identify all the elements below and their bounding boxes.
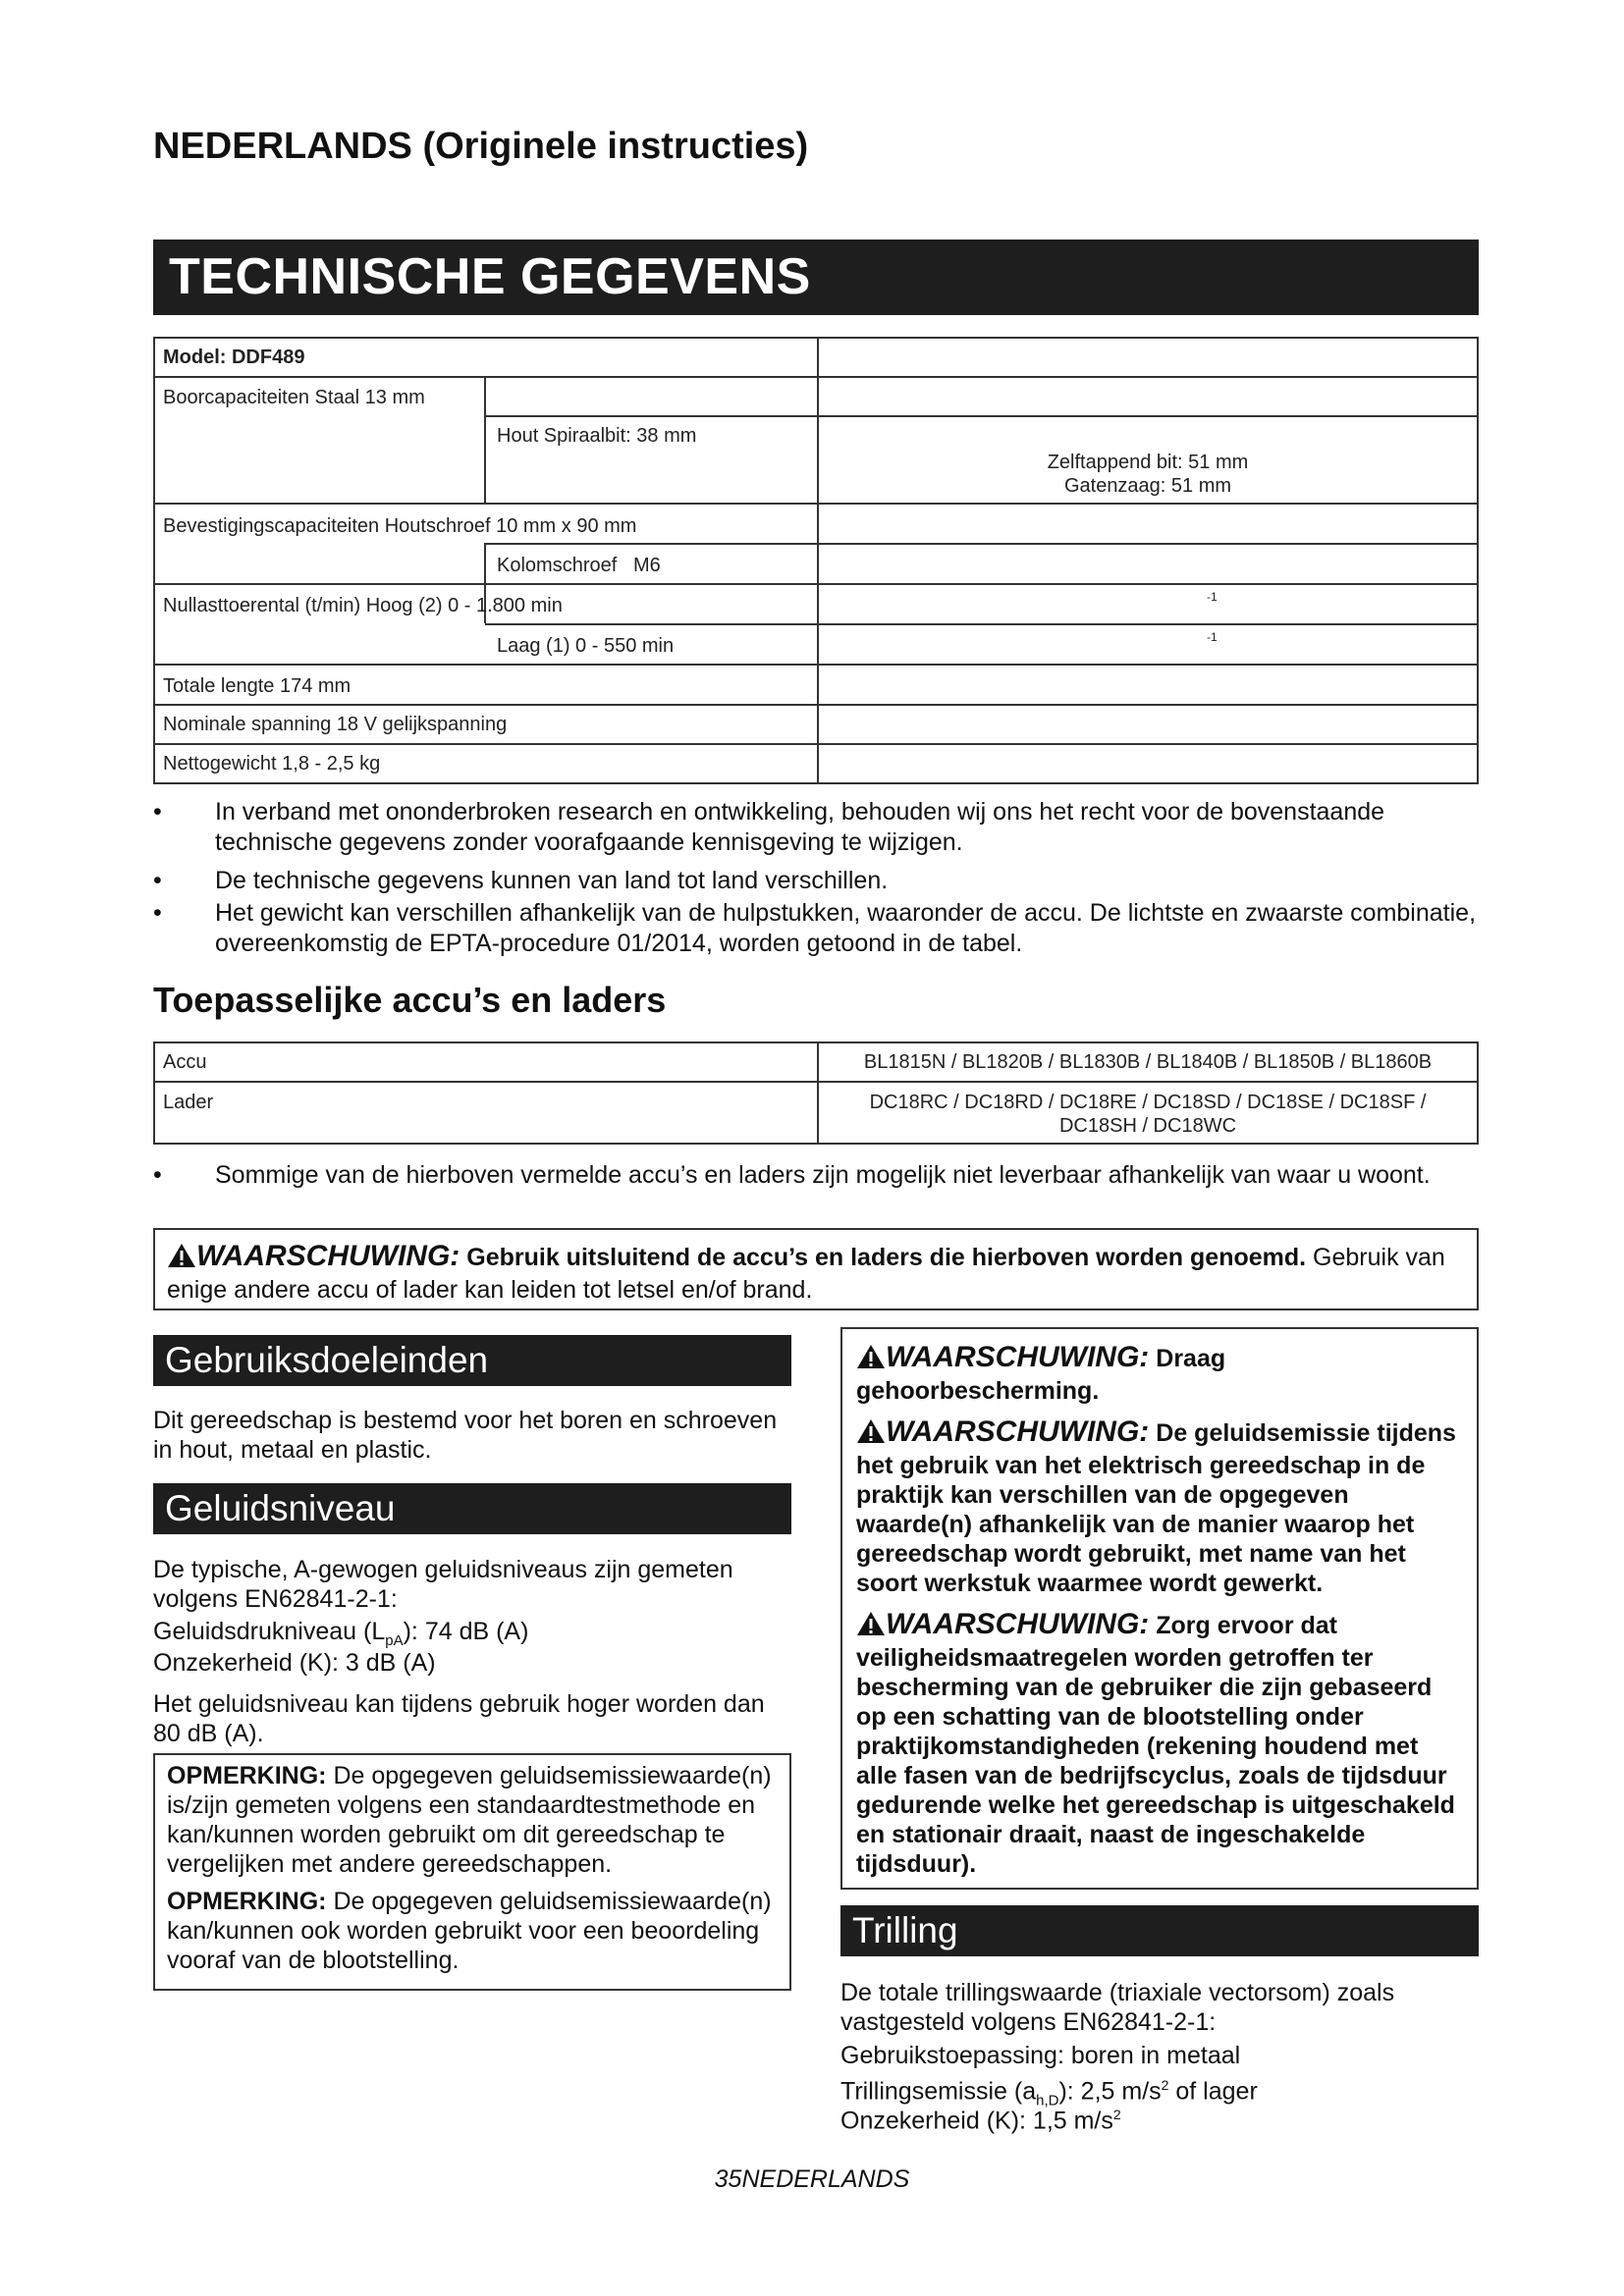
trilling-emissie: Trillingsemissie $(a_{h,D})$: 2,5 $m/s^2$ of lager — [840, 2077, 1258, 2109]
warning-triangle-icon — [167, 1243, 196, 1275]
spec-gatenzaag: Gatenzaag: 51 mm — [1063, 475, 1232, 497]
heading-accus-laders: Toepasselijke accu’s en laders — [153, 980, 667, 1020]
page-footer: 35NEDERLANDS — [714, 2165, 910, 2193]
bullet-dot-icon: • — [153, 899, 162, 927]
section-heading-technische-gegevens: TECHNISCHE GEGEVENS — [153, 240, 1479, 315]
spec-note-2: • De technische gegevens kunnen van land tot land verschillen. — [153, 867, 889, 894]
warning-box-geluid — [840, 1327, 1479, 1890]
warning-accu-text: Gebruik van enige andere accu of lader kan leiden tot letsel en/of brand. — [167, 1244, 1445, 1304]
spec-totale-lengte: Totale lengte 174 mm — [163, 675, 352, 697]
spec-laag: Laag (1) 0 - 550 min — [497, 635, 675, 657]
spec-note-1: • In verband met ononderbroken research en ontwikkeling, behouden wij ons het recht voor de bovenstaande technische gegevens zonder voorafgaande kennisgeving te wijzigen. — [153, 798, 1385, 856]
bullet-dot-icon: • — [153, 1161, 162, 1189]
bullet-dot-icon: • — [153, 798, 162, 826]
geluid-intro: De typische, A-gewogen geluidsniveaus zijn gemeten volgens EN62841-2-1: — [153, 1556, 733, 1613]
warning-box-accu — [153, 1228, 1479, 1310]
accu-label: Accu — [163, 1051, 207, 1073]
trilling-onzekerheid: Onzekerheid (K): 1,5 $m/s^2$ — [840, 2107, 1121, 2135]
heading-geluidsniveau: Geluidsniveau — [153, 1483, 791, 1534]
geluid-drukniveau: Geluidsdrukniveau $(L_{pA})$: 74 dB (A) — [153, 1618, 529, 1649]
lader-value-line2: DC18SH / DC18WC — [1058, 1115, 1237, 1137]
spec-exponent-hoog: -1 — [1207, 590, 1218, 604]
lader-label: Lader — [163, 1092, 214, 1113]
warning-geluidsemissie: WAARSCHUWING: De geluidsemissie tijdens het gebruik van het elektrisch gereedschap in de praktijk kan verschillen van de opgegeven waarde(n) afhankelijk van de manier waarop het gereedschap wordt gebruikt, met name van het soort werkstuk waarmee wordt gewerkt. — [856, 1415, 1456, 1597]
bullet-dot-icon: • — [153, 867, 162, 894]
spec-kolomschroef: Kolomschroef M6 — [497, 555, 661, 576]
spec-exponent-laag: -1 — [1207, 630, 1218, 644]
opmerking-1: OPMERKING: De opgegeven geluidsemissiewaarde(n) is/zijn gemeten volgens een standaardtestmethode en kan/kunnen worden gebruikt om dit gereedschap te vergelijken met andere gereedschappen. — [167, 1762, 772, 1878]
spec-table — [153, 337, 1479, 784]
spec-model: Model: DDF489 — [163, 347, 305, 368]
heading-gebruiksdoeleinden: Gebruiksdoeleinden — [153, 1335, 791, 1386]
trilling-intro: De totale trillingswaarde (triaxiale vectorsom) zoals vastgesteld volgens EN62841-2-1: — [840, 1979, 1395, 2036]
lader-value-line1: DC18RC / DC18RD / DC18RE / DC18SD / DC18SE / DC18SF / — [869, 1092, 1427, 1113]
accu-table — [153, 1041, 1479, 1145]
warning-gehoorbescherming: WAARSCHUWING: Draag gehoorbescherming. — [856, 1341, 1226, 1405]
trilling-toepassing: Gebruikstoepassing: boren in metaal — [840, 2042, 1241, 2069]
spec-hout-spiraalbit: Hout Spiraalbit: 38 mm — [497, 425, 697, 447]
geluid-onzekerheid: Onzekerheid (K): 3 dB (A) — [153, 1649, 436, 1677]
spec-boorcapaciteit: Boorcapaciteiten Staal 13 mm — [163, 387, 425, 408]
warning-triangle-icon — [856, 1344, 886, 1376]
opmerking-2: OPMERKING: De opgegeven geluidsemissiewaarde(n) kan/kunnen ook worden gebruikt voor een beoordeling vooraf van de blootstelling. — [167, 1888, 772, 1974]
spec-nominale-spanning: Nominale spanning 18 V gelijkspanning — [163, 714, 508, 735]
warning-word: WAARSCHUWING: — [196, 1240, 460, 1272]
spec-nullasttoerental: Nullasttoerental (t/min) Hoog (2) 0 - 1.800 min — [163, 595, 563, 616]
spec-bevestiging: Bevestigingscapaciteiten Houtschroef 10 mm x 90 mm — [163, 515, 637, 537]
spec-note-3: • Het gewicht kan verschillen afhankelijk van de hulpstukken, waaronder de accu. De lichtste en zwaarste combinatie, overeenkomstig de EPTA-procedure 01/2014, worden getoond in de tabel. — [153, 899, 1477, 957]
gebruik-text: Dit gereedschap is bestemd voor het boren en schroeven in hout, metaal en plastic. — [153, 1407, 778, 1464]
language-title: NEDERLANDS (Originele instructies) — [153, 126, 809, 167]
warning-accu-bold: Gebruik uitsluitend de accu’s en laders die hierboven worden genoemd. — [466, 1244, 1307, 1271]
warning-triangle-icon — [856, 1611, 886, 1643]
spec-nettogewicht: Nettogewicht 1,8 - 2,5 kg — [163, 753, 381, 774]
warning-triangle-icon — [856, 1418, 886, 1451]
opmerking-box — [153, 1753, 791, 1991]
accu-value: BL1815N / BL1820B / BL1830B / BL1840B / BL1850B / BL1860B — [863, 1051, 1433, 1073]
spec-zelftappend: Zelftappend bit: 51 mm — [1047, 452, 1249, 473]
accu-note: • Sommige van de hierboven vermelde accu’s en laders zijn mogelijk niet leverbaar afhankelijk van waar u woont. — [153, 1161, 1431, 1189]
heading-trilling: Trilling — [840, 1905, 1479, 1956]
geluid-hoger: Het geluidsniveau kan tijdens gebruik hoger worden dan 80 dB (A). — [153, 1690, 765, 1747]
warning-veiligheidsmaatregelen: WAARSCHUWING: Zorg ervoor dat veiligheidsmaatregelen worden getroffen ter bescherming van de gebruiker die zijn gebaseerd op een schatting van de blootstelling onder praktijkomstandigheden (rekening houdend met alle fasen van de bedrijfscyclus, zoals de tijdsduur gedurende welke het gereedschap is uitgeschakeld en stationair draait, naast de ingeschakelde tijdsduur). — [856, 1608, 1455, 1878]
